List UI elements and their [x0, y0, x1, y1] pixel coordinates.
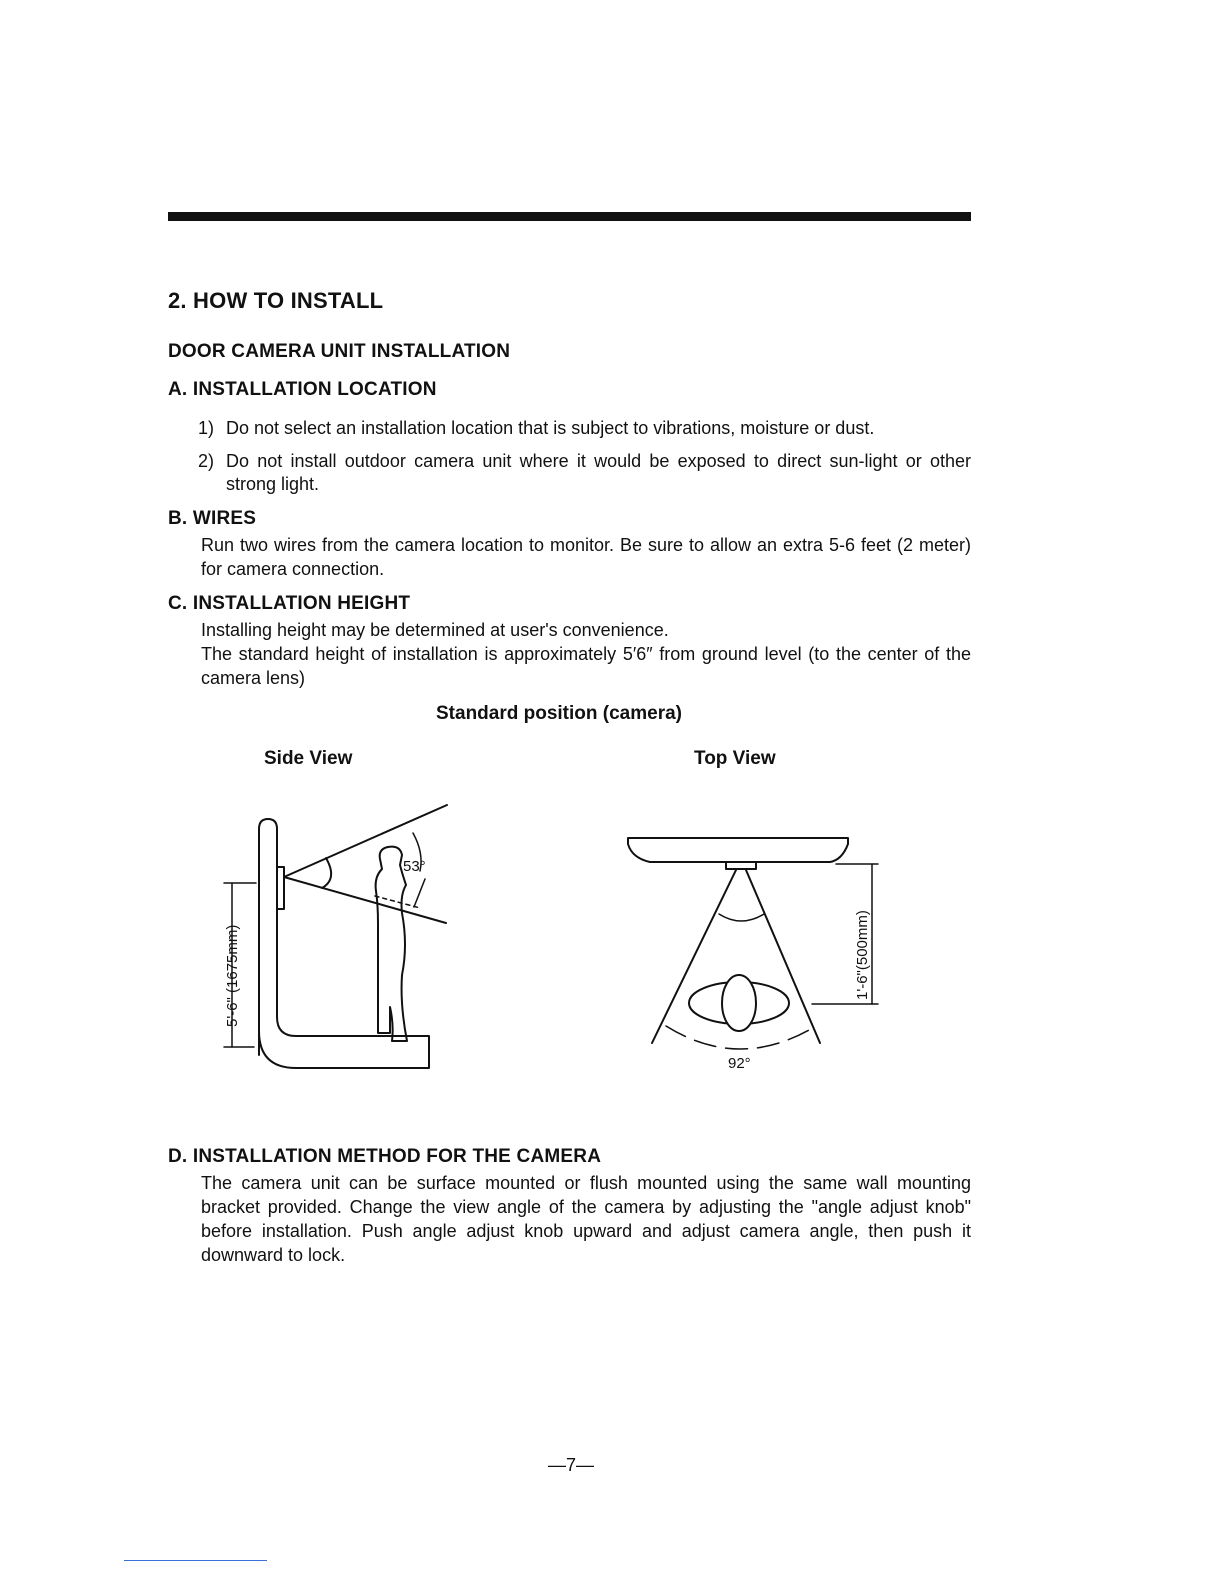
- camera-housing: [277, 867, 284, 909]
- side-angle-label: 53°: [403, 858, 426, 875]
- section-title: 2. HOW TO INSTALL: [168, 288, 384, 313]
- list-item: [198, 417, 971, 440]
- angle-arc-near: [719, 914, 764, 921]
- top-view-diagram: [560, 828, 890, 1078]
- top-view-label: Top View: [694, 748, 776, 769]
- heading-d: D. INSTALLATION METHOD FOR THE CAMERA: [168, 1146, 602, 1167]
- heading-a: A. INSTALLATION LOCATION: [168, 379, 437, 400]
- page-number: —7—: [548, 1455, 595, 1475]
- top-rule: [168, 212, 971, 221]
- height-text-2: The standard height of installation is approximately 5′6″ from ground level (to the center of the camera lens): [201, 644, 971, 688]
- bottom-divider: [124, 1560, 267, 1561]
- view-line-lower: [284, 877, 446, 923]
- list-item-number: 1): [198, 418, 215, 438]
- height-text-1: Installing height may be determined at user's convenience.: [201, 620, 669, 640]
- list-item-number: 2): [198, 451, 215, 471]
- side-height-label: 5'-6" (1675mm): [224, 924, 241, 1027]
- person-head: [722, 975, 756, 1031]
- subtitle: DOOR CAMERA UNIT INSTALLATION: [168, 341, 511, 362]
- figure-caption: Standard position (camera): [436, 703, 682, 724]
- method-text: The camera unit can be surface mounted or flush mounted using the same wall mounting bracket provided. Change the view angle of the camera by adjusting the "angle adjust knob" before installation. Push angle adjust knob upward and adjust camera angle, then push it downward to lock.: [201, 1173, 971, 1265]
- top-angle-label: 92°: [728, 1055, 751, 1072]
- wires-text: Run two wires from the camera location to monitor. Be sure to allow an extra 5-6 feet (2 meter) for camera connection.: [201, 535, 971, 579]
- heading-b: B. WIRES: [168, 508, 257, 529]
- list-item-text: Do not select an installation location that is subject to vibrations, moisture or dust.: [226, 418, 875, 438]
- wall-floor-shape: [259, 819, 429, 1068]
- wall-plate: [628, 838, 848, 862]
- list-item: [198, 450, 971, 496]
- side-view-diagram: [210, 795, 470, 1085]
- person-figure: [376, 847, 407, 1041]
- top-distance-label: 1'-6"(500mm): [854, 910, 871, 1000]
- angle-tick: [414, 879, 425, 907]
- list-item-text: Do not install outdoor camera unit where it would be exposed to direct sun-light or other strong light.: [226, 451, 971, 494]
- angle-arc-near: [322, 858, 331, 888]
- view-line-right: [746, 870, 820, 1043]
- eye-line: [375, 896, 420, 908]
- camera-unit: [726, 862, 756, 869]
- side-view-label: Side View: [264, 748, 353, 769]
- heading-c: C. INSTALLATION HEIGHT: [168, 593, 411, 614]
